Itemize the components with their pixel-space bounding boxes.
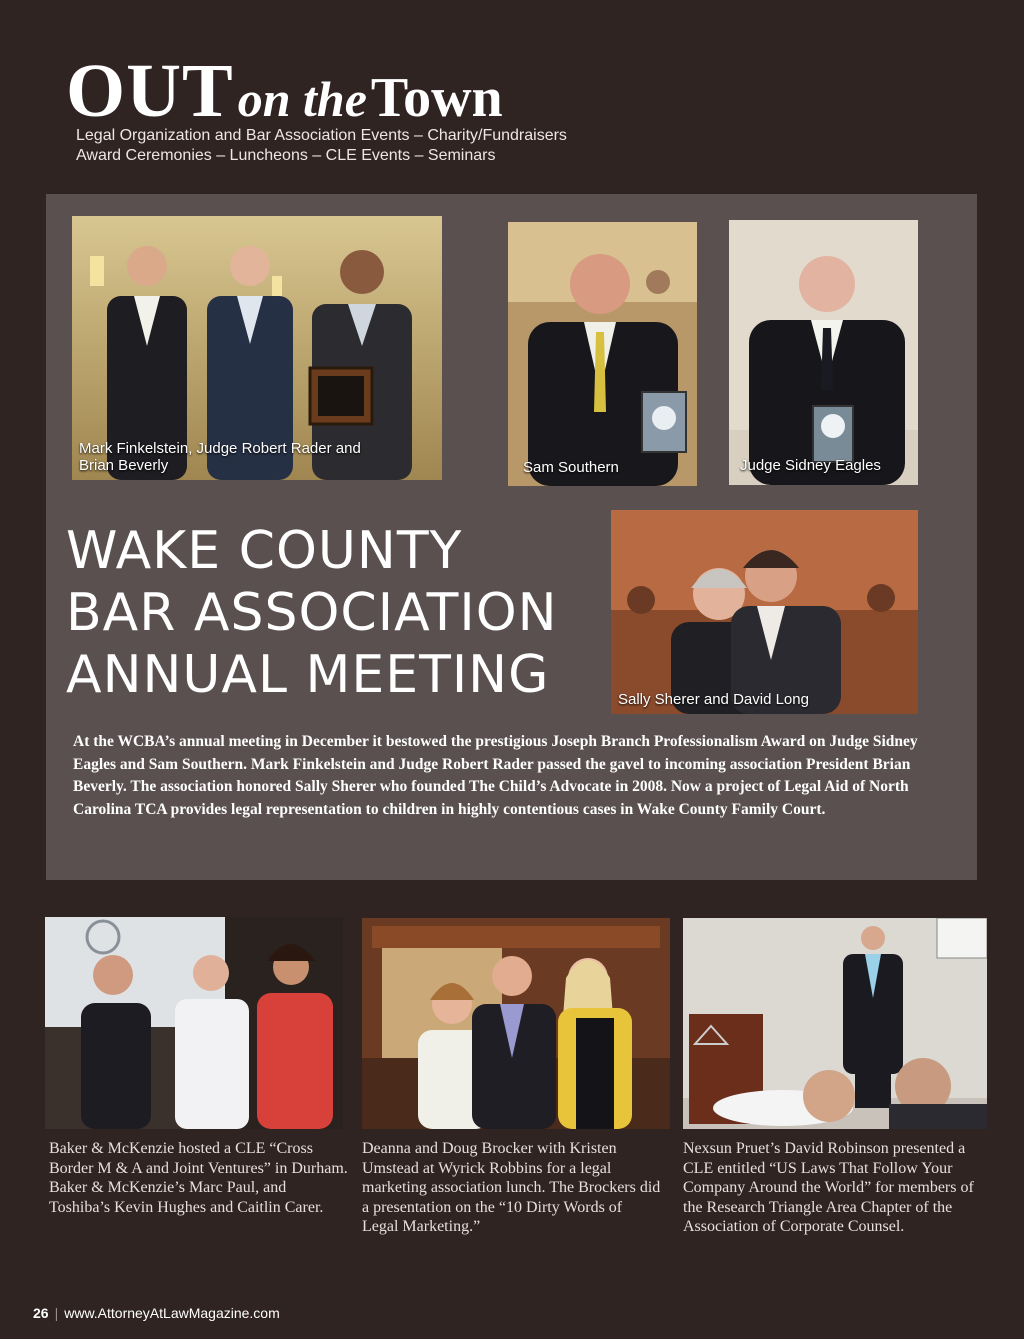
- title-town: Town: [370, 67, 503, 129]
- title-on-the: on the: [237, 71, 367, 127]
- page-number: 26: [33, 1305, 49, 1321]
- photo-sam-southern-image: [508, 222, 697, 486]
- photo-caption: Judge Sidney Eagles: [740, 457, 881, 474]
- photo-judge-eagles-image: [729, 220, 918, 485]
- caption-line: Mark Finkelstein, Judge Robert Rader and: [79, 440, 361, 457]
- photo-caption: Sam Southern: [523, 459, 619, 476]
- photo-judge-eagles: [729, 220, 918, 485]
- page-subtitle: [76, 126, 567, 166]
- headline-line: WAKE COUNTY: [66, 521, 463, 581]
- feature-body: At the WCBA’s annual meeting in December it bestowed the prestigious Joseph Branch Professionalism Award on Judge Sidney Eagles and Sam Southern. Mark Finkelstein and Judge Robert Rader passed the gavel to incoming association President Brian Beverly. The association honored Sally Sherer who founded The Child’s Advocate in 2008. Now a project of Legal Aid of North Carolina TCA provides legal representation to children in highly contentious cases in Wake County Family Court.: [73, 733, 918, 818]
- photo-event-wyrick-robbins-image: [362, 918, 670, 1129]
- photo-sherer-long-image: [611, 510, 918, 714]
- event-caption-wyrick-robbins: Deanna and Doug Brocker with Kristen Umstead at Wyrick Robbins for a legal marketing association lunch. The Brockers did a presentation on the “10 Dirty Words of Legal Marketing.”: [362, 1140, 661, 1235]
- photo-award-trio: [72, 216, 442, 480]
- caption-line: Brian Beverly: [79, 457, 169, 474]
- title-out: OUT: [66, 49, 234, 133]
- photo-event-cle-durham-image: [45, 917, 343, 1129]
- event-caption-research-triangle: Nexsun Pruet’s David Robinson presented a CLE entitled “US Laws That Follow Your Company Around the World” for members of the Research Triangle Area Chapter of the Association of Corporate Counsel.: [683, 1140, 974, 1235]
- event-caption-cle-durham: Baker & McKenzie hosted a CLE “Cross Border M & A and Joint Ventures” in Durham. Baker & McKenzie’s Marc Paul, and Toshiba’s Kevin Hughes and Caitlin Carer.: [49, 1140, 348, 1216]
- footer-divider: |: [54, 1305, 59, 1321]
- photo-sherer-long: [611, 510, 918, 714]
- headline-line: BAR ASSOCIATION: [66, 583, 558, 643]
- page-footer: [33, 1305, 280, 1321]
- photo-event-cle-durham: [45, 917, 343, 1129]
- photo-caption: Sally Sherer and David Long: [618, 691, 809, 708]
- feature-headline: [66, 520, 558, 706]
- subtitle-line: Legal Organization and Bar Association Events – Charity/Fundraisers: [76, 127, 567, 144]
- footer-url[interactable]: www.AttorneyAtLawMagazine.com: [64, 1305, 280, 1321]
- photo-event-wyrick-robbins: [362, 918, 670, 1129]
- photo-sam-southern: [508, 222, 697, 486]
- photo-event-research-triangle: [683, 918, 987, 1129]
- headline-line: ANNUAL MEETING: [66, 645, 550, 705]
- photo-event-research-triangle-image: [683, 918, 987, 1129]
- page-title: [66, 48, 503, 135]
- photo-caption: [79, 440, 361, 474]
- subtitle-line: Award Ceremonies – Luncheons – CLE Events – Seminars: [76, 147, 496, 164]
